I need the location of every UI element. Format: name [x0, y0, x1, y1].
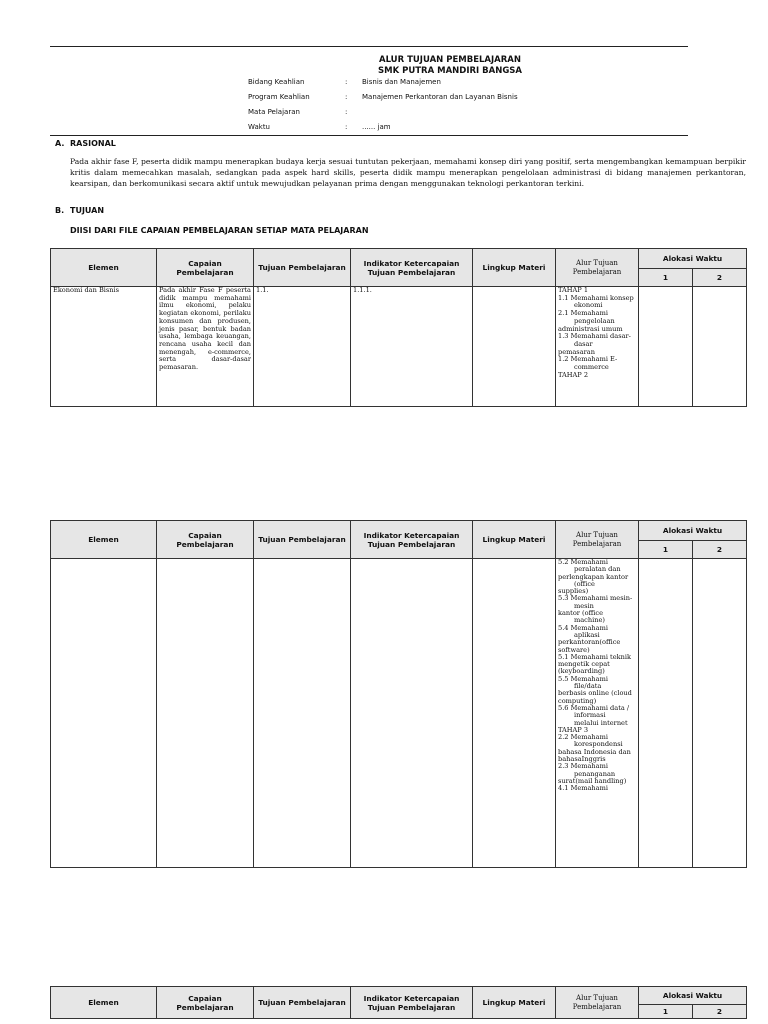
alur-line: 2.3 Memahami: [558, 762, 608, 771]
header-elemen: Elemen: [51, 249, 157, 287]
alur-line: korespondensi: [574, 740, 623, 749]
section-number: A.: [55, 139, 65, 148]
divider: [50, 135, 688, 136]
rasional-paragraph: Pada akhir fase F, peserta didik mampu menerapkan budaya kerja sesuai tuntutan pekerjaan, memahami konsep diri yang positif, serta mengembangkan kemampuan berpikir kritis dalam memecahkan masalah, sedangkan pada aspek hard skills, peserta didik mampu menerapkan pengelolaan administrasi di bidang manajemen perkantoran, kearsipan, dan berkomunikasi secara aktif untuk mewujudkan pelayanan prima dengan menggunakan teknologi perkantoran terkini.: [70, 157, 746, 188]
section-a-heading: [55, 139, 116, 148]
table-row: [51, 287, 747, 407]
cell-alur: [556, 287, 639, 407]
alur-line: bahasa Indonesia dan: [558, 747, 631, 756]
meta-row-bidang: [248, 78, 688, 93]
school-name: SMK PUTRA MANDIRI BANGSA: [377, 66, 523, 76]
header-indikator: Indikator Ketercapaian Tujuan Pembelajaran: [351, 249, 473, 287]
alur-line: software): [558, 645, 590, 654]
document-meta: [248, 78, 688, 138]
alur-line: machine): [574, 616, 605, 625]
section-number: B.: [55, 206, 65, 215]
section-b-heading: [55, 206, 104, 215]
cell-capaian: [157, 559, 254, 868]
alur-line: 5.4 Memahami: [558, 623, 608, 632]
header-alur: Alur Tujuan Pembelajaran: [556, 987, 639, 1019]
header-tujuan: Tujuan Pembelajaran: [254, 521, 351, 559]
header-alokasi-1: 1: [639, 1005, 693, 1019]
header-capaian: Capaian Pembelajaran: [157, 249, 254, 287]
cell-alokasi-2: [693, 287, 747, 407]
alur-line: penanganan: [574, 769, 616, 778]
meta-colon: :: [345, 123, 348, 131]
alur-line: mesin: [574, 601, 594, 610]
cell-tujuan: [254, 559, 351, 868]
meta-value: Bisnis dan Manajemen: [362, 78, 441, 86]
alur-line: TAHAP 3: [558, 725, 589, 734]
header-indikator: Indikator Ketercapaian Tujuan Pembelajaran: [351, 987, 473, 1019]
alur-line: pemasaran: [558, 347, 595, 356]
header-alokasi-1: 1: [639, 269, 693, 287]
section-b-subtitle: DIISI DARI FILE CAPAIAN PEMBELAJARAN SETIAP MATA PELAJARAN: [70, 226, 369, 235]
meta-label: Bidang Keahlian: [248, 78, 305, 86]
header-alokasi-2: 2: [693, 1005, 747, 1019]
alur-line: file/data: [574, 682, 602, 691]
alur-line: 2.1 Memahami: [558, 309, 608, 318]
section-title: RASIONAL: [70, 139, 116, 148]
alur-line: bahasaInggris: [558, 755, 606, 764]
alur-line: 1.3 Memahami dasar-: [558, 332, 631, 341]
alur-line: 5.6 Memahami data /: [558, 703, 630, 712]
alur-line: 5.1 Memahami teknik: [558, 652, 631, 661]
cell-alur: [556, 559, 639, 868]
alur-line: (office: [574, 579, 595, 588]
alur-line: 1.2 Memahami E-: [558, 355, 618, 364]
alur-line: pengelolaan: [574, 316, 615, 325]
header-lingkup: Lingkup Materi: [473, 249, 556, 287]
header-alokasi: Alokasi Waktu: [639, 521, 747, 541]
header-alokasi-1: 1: [639, 541, 693, 559]
header-lingkup: Lingkup Materi: [473, 987, 556, 1019]
document-title: ALUR TUJUAN PEMBELAJARAN: [378, 55, 521, 65]
cell-alokasi-1: [639, 287, 693, 407]
cell-alokasi-2: [693, 559, 747, 868]
cell-indikator: 1.1.1.: [351, 287, 473, 407]
header-elemen: Elemen: [51, 521, 157, 559]
alur-line: TAHAP 1: [558, 286, 589, 294]
alur-line: kantor (office: [558, 609, 603, 618]
top-rule: [50, 46, 688, 47]
alur-line: supplies): [558, 587, 589, 596]
alur-line: aplikasi: [574, 630, 600, 639]
meta-colon: :: [345, 93, 348, 101]
header-alokasi-2: 2: [693, 541, 747, 559]
meta-colon: :: [345, 78, 348, 86]
alur-line: mengetik cepat: [558, 660, 610, 669]
alur-line: computing): [558, 696, 597, 705]
alur-line: peralatan dan: [574, 565, 621, 574]
meta-colon: :: [345, 108, 348, 116]
alur-line: ekonomi: [574, 301, 603, 310]
meta-label: Mata Pelajaran: [248, 108, 300, 116]
header-tujuan: Tujuan Pembelajaran: [254, 249, 351, 287]
cell-elemen: [51, 559, 157, 868]
header-capaian: Capaian Pembelajaran: [157, 987, 254, 1019]
header-alur: Alur Tujuan Pembelajaran: [556, 521, 639, 559]
header-lingkup: Lingkup Materi: [473, 521, 556, 559]
alur-line: perlengkapan kantor: [558, 572, 629, 581]
alur-line: administrasi umum: [558, 324, 623, 333]
atp-table-1: [50, 248, 747, 407]
alur-line: 4.1 Memahami: [558, 784, 608, 793]
alur-line: (keyboarding): [558, 667, 605, 676]
alur-line: 1.1 Memahami konsep: [558, 293, 634, 302]
meta-row-program: [248, 93, 688, 108]
meta-row-mapel: [248, 108, 688, 123]
header-elemen: Elemen: [51, 987, 157, 1019]
alur-line: perkantoran(office: [558, 638, 621, 647]
alur-line: 2.2 Memahami: [558, 733, 608, 742]
meta-label: Waktu: [248, 123, 270, 131]
header-capaian: Capaian Pembelajaran: [157, 521, 254, 559]
header-indikator: Indikator Ketercapaian Tujuan Pembelajaran: [351, 521, 473, 559]
alur-line: TAHAP 2: [558, 370, 589, 379]
alur-line: melalui internet: [574, 718, 628, 727]
header-alur: Alur Tujuan Pembelajaran: [556, 249, 639, 287]
atp-table-2: [50, 520, 747, 868]
cell-tujuan: 1.1.: [254, 287, 351, 407]
atp-table-3: [50, 986, 747, 1019]
meta-label: Program Keahlian: [248, 93, 310, 101]
alur-line: 5.2 Memahami: [558, 558, 608, 566]
alur-line: 5.3 Memahami mesin-: [558, 594, 633, 603]
meta-value: ...... jam: [362, 123, 391, 131]
cell-capaian: Pada akhir Fase F peserta didik mampu memahami ilmu ekonomi, pelaku kegiatan ekonomi, perilaku konsumen dan produsen, jenis pasar, bentuk badan usaha, lembaga keuangan, rencana usaha kecil dan menengah, e-commerce, serta dasar-dasar pemasaran.: [157, 287, 254, 407]
alur-line: dasar: [574, 339, 593, 348]
cell-lingkup: [473, 287, 556, 407]
section-title: TUJUAN: [70, 206, 105, 215]
header-alokasi: Alokasi Waktu: [639, 987, 747, 1005]
alur-line: surat(mail handling): [558, 776, 627, 785]
header-alokasi: Alokasi Waktu: [639, 249, 747, 269]
cell-elemen: Ekonomi dan Bisnis: [51, 287, 157, 407]
alur-line: 5.5 Memahami: [558, 674, 608, 683]
alur-line: informasi: [574, 711, 606, 720]
alur-line: commerce: [574, 363, 609, 372]
cell-alokasi-1: [639, 559, 693, 868]
table-row: [51, 559, 747, 868]
meta-value: Manajemen Perkantoran dan Layanan Bisnis: [362, 93, 518, 101]
cell-indikator: [351, 559, 473, 868]
header-tujuan: Tujuan Pembelajaran: [254, 987, 351, 1019]
alur-line: berbasis online (cloud: [558, 689, 632, 698]
cell-lingkup: [473, 559, 556, 868]
header-alokasi-2: 2: [693, 269, 747, 287]
